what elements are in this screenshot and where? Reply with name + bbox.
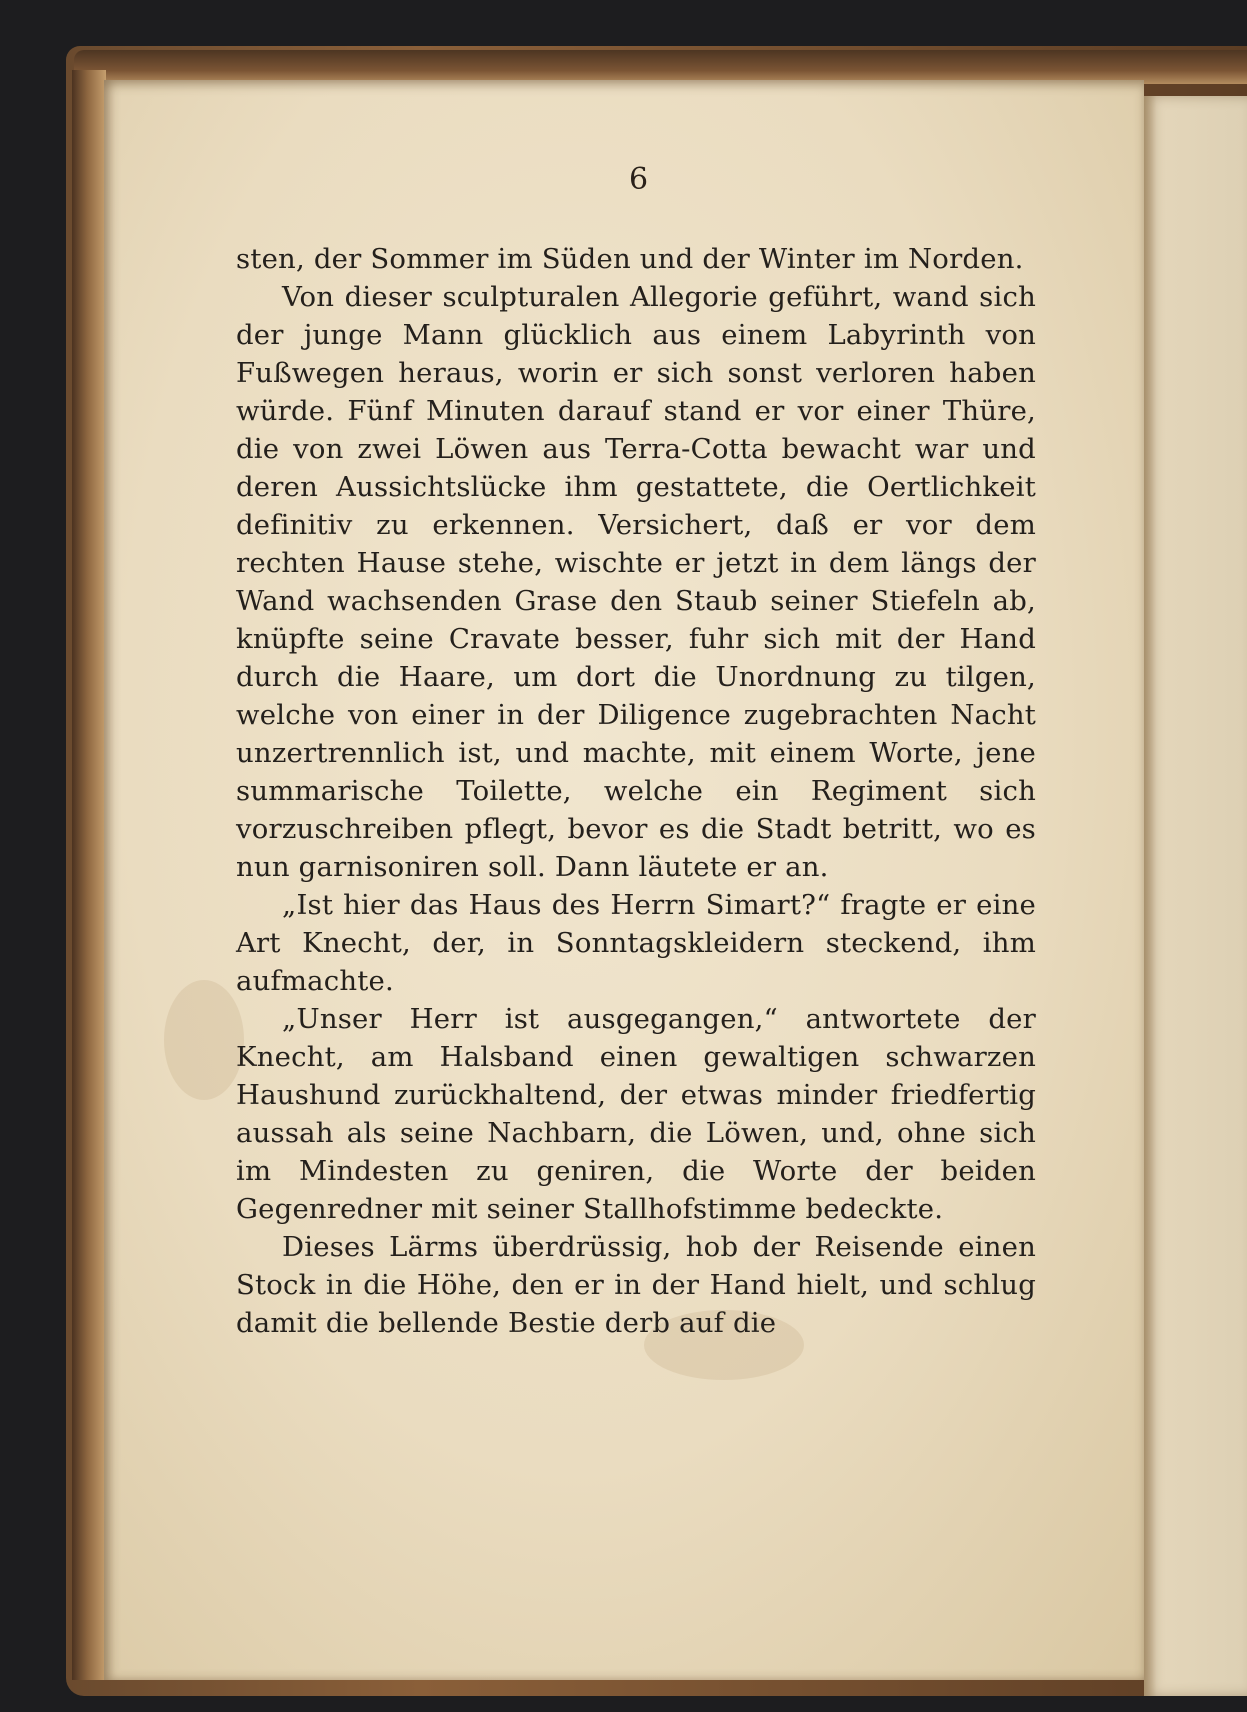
book-spine — [72, 70, 106, 1680]
paragraph: Von dieser sculpturalen Allegorie geführt, wand sich der junge Mann glücklich aus einem Labyrinth von Fußwegen heraus, worin er sich sonst verloren haben würde. Fünf Minuten darauf stand er vor einer Thüre, die von zwei Löwen aus Terra-Cotta bewacht war und deren Aussichtslücke ihm gestattete, die Oertlichkeit definitiv zu erkennen. Versichert, daß er vor dem rechten Hause stehe, wischte er jetzt in dem längs der Wand wachsenden Grase den Staub seiner Stiefeln ab, knüpfte seine Cravate besser, fuhr sich mit der Hand durch die Haare, um dort die Unordnung zu tilgen, welche von einer in der Diligence zugebrachten Nacht unzertrennlich ist, und machte, mit einem Worte, jene summarische Toilette, welche ein Regiment sich vorzuschreiben pflegt, bevor es die Stadt betritt, wo es nun garnisoniren soll. Dann läutete er an. — [236, 281, 1036, 883]
paper-stain — [164, 980, 244, 1100]
page-text — [236, 240, 1036, 1342]
paragraph: sten, der Sommer im Süden und der Winter im Norden. — [236, 243, 1024, 275]
paragraph: „Unser Herr ist ausgegangen,“ antwortete der Knecht, am Halsband einen gewaltigen schwarzen Haushund zurückhaltend, der etwas minder friedfertig aussah als seine Nachbarn, die Löwen, und, ohne sich im Mindesten zu geniren, die Worte der beiden Gegenredner mit seiner Stallhofstimme bedeckte. — [236, 1003, 1036, 1225]
paragraph: Dieses Lärms überdrüssig, hob der Reisende einen Stock in die Höhe, den er in der Hand hielt, und schlug damit die bellende Bestie derb auf die — [236, 1231, 1036, 1339]
page-number: 6 — [628, 162, 649, 197]
book-top-edge — [74, 50, 1247, 84]
facing-page-edge — [1144, 96, 1247, 1696]
paragraph: „Ist hier das Haus des Herrn Simart?“ fragte er eine Art Knecht, der, in Sonntagskleidern steckend, ihm aufmachte. — [236, 889, 1036, 997]
